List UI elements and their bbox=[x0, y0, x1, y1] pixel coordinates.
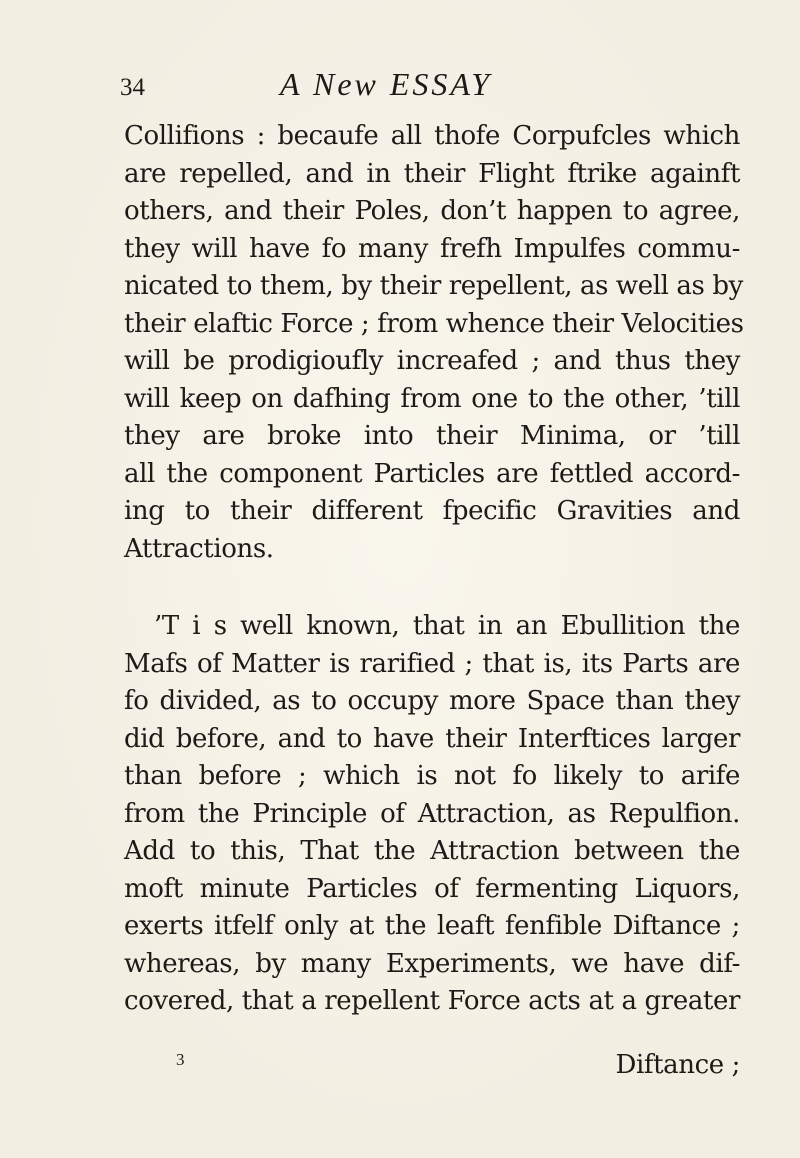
body-text bbox=[124, 118, 744, 1021]
text-line: moft minute Particles of fermenting Liquors, bbox=[124, 873, 740, 904]
text-line: Add to this, That the Attraction between the bbox=[124, 836, 740, 866]
text-line: than before ; which is not fo likely to arife bbox=[124, 761, 740, 791]
running-head: A New ESSAY bbox=[280, 66, 492, 102]
text-line: they are broke into their Minima, or ’till bbox=[124, 421, 740, 451]
text-line: Attractions. bbox=[124, 533, 274, 564]
text-line: ing to their different fpecific Gravities and bbox=[124, 496, 740, 526]
page-number: 34 bbox=[120, 74, 145, 101]
catchword: Diftance ; bbox=[615, 1050, 740, 1080]
text-line: will be prodigioufly increafed ; and thus they bbox=[124, 346, 740, 376]
text-line: ’T i s well known, that in an Ebullition the bbox=[154, 611, 740, 641]
text-line: fo divided, as to occupy more Space than they bbox=[124, 686, 740, 716]
text-line: they will have fo many frefh Impulfes commu- bbox=[124, 233, 740, 264]
text-line: Mafs of Matter is rarified ; that is, its Parts are bbox=[124, 648, 740, 679]
text-line: did before, and to have their Interftices larger bbox=[124, 723, 740, 754]
text-line: are repelled, and in their Flight ftrike againft bbox=[124, 158, 740, 189]
text-line: will keep on dafhing from one to the other, ’till bbox=[124, 383, 740, 414]
text-line: others, and their Poles, don’t happen to agree, bbox=[124, 196, 740, 226]
text-line: all the component Particles are fettled accord- bbox=[124, 458, 740, 489]
paragraph-2 bbox=[124, 608, 740, 1021]
text-line: Collifions : becaufe all thofe Corpufcles which bbox=[124, 121, 740, 151]
paragraph-1 bbox=[124, 118, 744, 568]
text-line: their elaftic Force ; from whence their Velocities bbox=[124, 308, 744, 339]
text-line: whereas, by many Experiments, we have dif- bbox=[124, 948, 740, 979]
text-line: exerts itfelf only at the leaft fenfible Diftance ; bbox=[124, 911, 740, 941]
text-line: nicated to them, by their repellent, as well as by bbox=[124, 271, 743, 301]
page-header bbox=[120, 66, 750, 110]
page-footer bbox=[124, 1050, 740, 1090]
paragraph-gap bbox=[124, 568, 740, 608]
signature-mark: 3 bbox=[176, 1050, 185, 1069]
text-line: from the Principle of Attraction, as Repulfion. bbox=[124, 798, 740, 829]
text-line: covered, that a repellent Force acts at a greater bbox=[124, 986, 740, 1016]
